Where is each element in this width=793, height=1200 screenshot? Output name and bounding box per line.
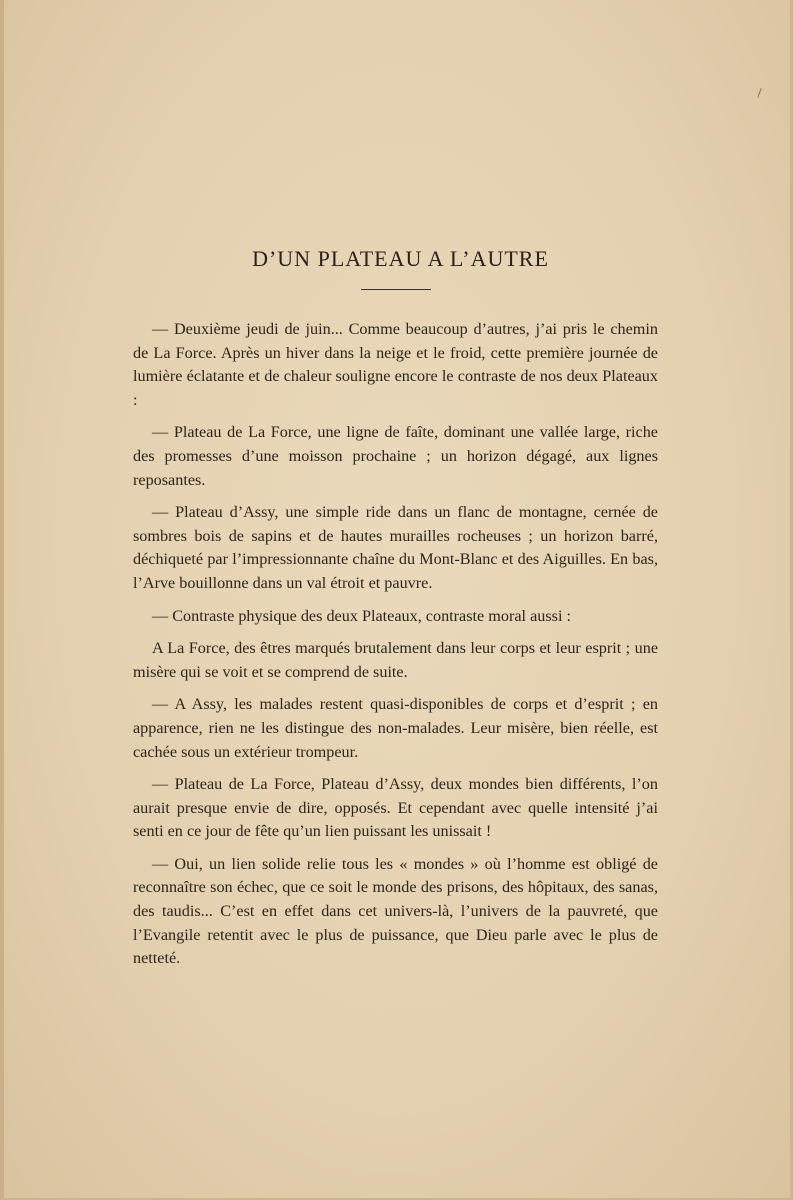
article-body: [133, 318, 658, 980]
paragraph: A La Force, des êtres marqués brutalement dans leur corps et leur esprit ; une misère qui se voit et se comprend de suite.: [133, 639, 658, 681]
title-rule: [361, 289, 431, 290]
paragraph: — Contraste physique des deux Plateaux, contraste moral aussi :: [152, 606, 571, 625]
paragraph: — Oui, un lien solide relie tous les « mondes » où l’homme est obligé de reconnaître son échec, que ce soit le monde des prisons, des hôpitaux, des sanas, des taudis... C’est en effet dans cet univers-là, l’univers de la pauvreté, que l’Evangile retentit avec le plus de puissance, que Dieu parle avec le plus de netteté.: [133, 854, 658, 968]
paragraph: — A Assy, les malades restent quasi-disponibles de corps et d’esprit ; en apparence, rien ne les distingue des non-malades. Leur misère, bien réelle, est cachée sous un extérieur trompeur.: [133, 695, 658, 761]
page-title: D’UN PLATEAU A L’AUTRE: [252, 246, 549, 271]
paragraph: — Plateau d’Assy, une simple ride dans un flanc de montagne, cernée de sombres bois de sapins et de hautes murailles rocheuses ; un horizon barré, déchiqueté par l’impressionnante chaîne du Mont-Blanc et des Aiguilles. En bas, l’Arve bouillonne dans un val étroit et pauvre.: [133, 503, 658, 592]
paragraph: — Plateau de La Force, Plateau d’Assy, deux mondes bien différents, l’on aurait presque envie de dire, opposés. Et cependant avec quelle intensité j’ai senti en ce jour de fête qu’un lien puissant les unissait !: [133, 775, 658, 841]
paragraph: — Deuxième jeudi de juin... Comme beaucoup d’autres, j’ai pris le chemin de La Force. Après un hiver dans la neige et le froid, cette première journée de lumière éclatante et de chaleur souligne encore le contraste de nos deux Plateaux :: [133, 320, 658, 409]
paragraph: — Plateau de La Force, une ligne de faîte, dominant une vallée large, riche des promesses d’une moisson prochaine ; un horizon dégagé, aux lignes reposantes.: [133, 423, 658, 489]
paper-mark: [757, 88, 761, 98]
